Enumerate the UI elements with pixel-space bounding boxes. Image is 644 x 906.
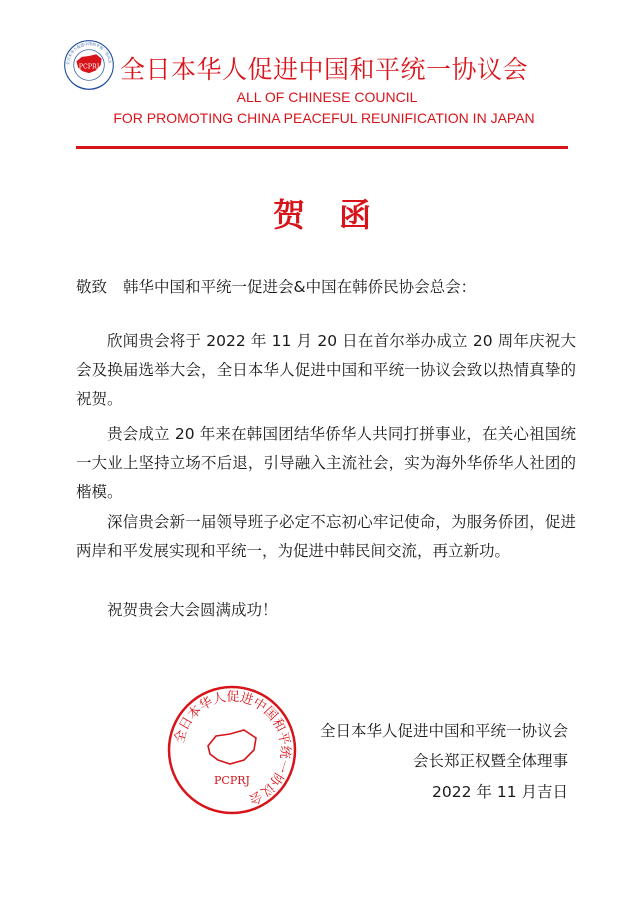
org-name-en-line2: FOR PROMOTING CHINA PEACEFUL REUNIFICATION IN JAPAN xyxy=(113,110,535,126)
org-name-cn: 全日本华人促进中国和平统一协议会 xyxy=(120,55,529,84)
body-paragraph: 贵会成立 20 年来在韩国团结华侨华人共同打拼事业，在关心祖国统一大业上坚持立场不后退，引导融入主流社会，实为海外华侨华人社团的楷模。 xyxy=(76,425,576,501)
signature-organization: 全日本华人促进中国和平统一协议会 xyxy=(319,722,568,740)
body-paragraph: 欣闻贵会将于 2022 年 11 月 20 日在首尔举办成立 20 周年庆祝大会及换届选举大会，全日本华人促进中国和平统一协议会致以热情真挚的祝贺。 xyxy=(76,332,576,408)
logo-text: PCPRJ xyxy=(78,63,100,71)
seal-map-icon xyxy=(208,730,256,764)
official-seal xyxy=(166,684,298,816)
seal-text: PCPRJ xyxy=(214,774,250,787)
signature-date: 2022 年 11 月吉日 xyxy=(432,783,568,801)
svg-text:全日本华人促进中国和平统一协议会 xyxy=(172,690,293,807)
letter-title: 贺函 xyxy=(272,196,405,234)
signature-signatory: 会长郑正权暨全体理事 xyxy=(412,752,568,770)
salutation xyxy=(76,275,476,297)
letterhead-divider xyxy=(76,146,568,149)
salutation-lead: 敬致 xyxy=(76,278,108,296)
logo-ring-text: 全日本华人促进中国和平统一协议会 xyxy=(66,42,112,66)
salutation-recipient: 韩华中国和平统一促进会&中国在韩侨民协会总会： xyxy=(123,278,477,296)
org-name-en-line1: ALL OF CHINESE COUNCIL xyxy=(236,89,418,105)
closing-wish: 祝贺贵会大会圆满成功！ xyxy=(107,601,278,619)
org-logo xyxy=(62,38,116,92)
laurel-icon xyxy=(67,76,110,90)
body-paragraph: 深信贵会新一届领导班子必定不忘初心牢记使命，为服务侨团，促进两岸和平发展实现和平统一，为促进中韩民间交流，再立新功。 xyxy=(76,513,576,560)
seal-ring-text: 全日本华人促进中国和平统一协议会 xyxy=(172,689,293,807)
